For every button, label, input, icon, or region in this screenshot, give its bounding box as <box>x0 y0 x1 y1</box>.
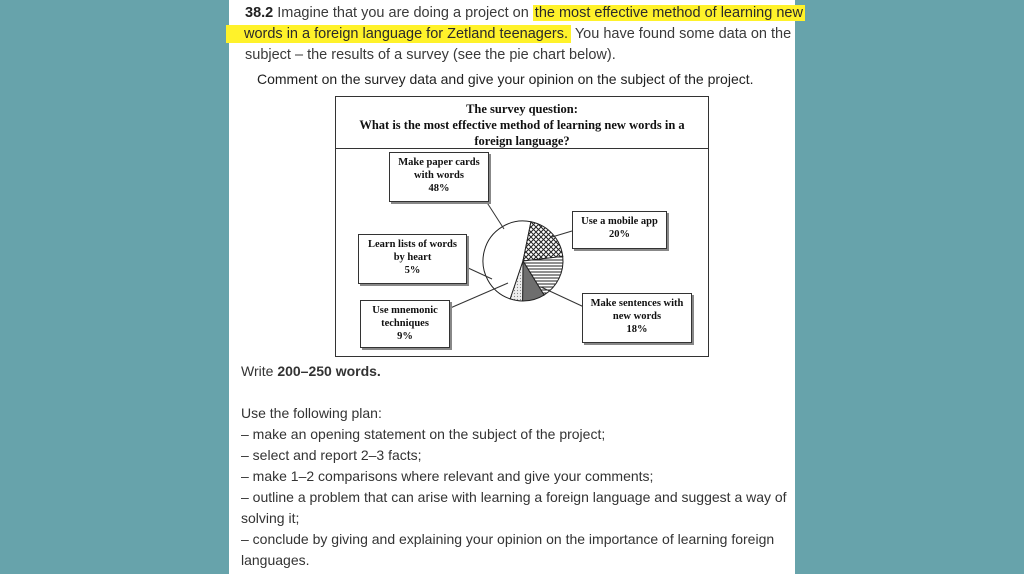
task-line-1 <box>245 5 805 21</box>
label-mnemonic-value: 9% <box>397 331 413 342</box>
label-paper-cards-line1: Make paper cards <box>398 157 480 168</box>
pie-chart-box <box>335 96 709 357</box>
chart-title-line1: The survey question: <box>466 102 578 116</box>
chart-title-line2: What is the most effective method of learning new words in a <box>359 118 685 132</box>
write-instruction <box>241 363 381 379</box>
label-sentences <box>582 293 692 343</box>
plan-item: languages. <box>241 552 310 568</box>
label-lists-line2: by heart <box>393 252 432 263</box>
task-after-highlight: You have found some data on the <box>574 26 792 42</box>
leader-mnemonic <box>448 283 508 309</box>
plan-item: – select and report 2–3 facts; <box>241 447 422 463</box>
label-mnemonic-line1: Use mnemonic <box>372 305 438 316</box>
task-line-2 <box>226 26 791 42</box>
leader-mobile-app <box>552 231 572 237</box>
label-sentences-line2: new words <box>612 311 662 322</box>
task-number: 38.2 <box>245 5 274 21</box>
highlight-1: the most effective method of learning new <box>534 5 803 21</box>
plan-item: – conclude by giving and explaining your opinion on the importance of learning foreign <box>241 531 775 547</box>
plan-item: – make 1–2 comparisons where relevant and give your comments; <box>241 468 654 484</box>
label-lists-value: 5% <box>404 265 421 276</box>
label-mnemonic-line2: techniques <box>381 318 429 329</box>
task-page <box>229 0 803 574</box>
comment-instruction: Comment on the survey data and give your opinion on the subject of the project. <box>257 71 754 87</box>
task-intro: Imagine that you are doing a project on <box>277 5 529 21</box>
chart-title-line3: foreign language? <box>474 134 570 148</box>
label-mobile-app-line1: Use a mobile app <box>581 216 658 227</box>
write-prefix: Write <box>241 363 274 379</box>
label-lists-line1: Learn lists of words <box>368 239 457 250</box>
label-paper-cards-line2: with words <box>414 170 464 181</box>
label-mobile-app-value: 20% <box>609 229 630 240</box>
plan-item: – make an opening statement on the subject of the project; <box>241 426 606 442</box>
plan-item: solving it; <box>241 510 300 526</box>
leader-paper-cards <box>486 201 504 229</box>
label-sentences-value: 18% <box>626 324 648 335</box>
label-mobile-app <box>572 211 667 249</box>
word-count: 200–250 words. <box>277 363 381 379</box>
task-line-3: subject – the results of a survey (see the pie chart below). <box>245 47 616 63</box>
label-paper-cards-value: 48% <box>428 183 450 194</box>
label-mnemonic <box>360 300 450 348</box>
label-sentences-line1: Make sentences with <box>590 298 684 309</box>
leader-sentences <box>541 287 584 307</box>
plan-heading: Use the following plan: <box>241 405 382 421</box>
label-lists <box>358 234 467 284</box>
plan-item: – outline a problem that can arise with learning a foreign language and suggest a way of <box>241 489 787 505</box>
highlight-2: words in a foreign language for Zetland teenagers. <box>226 25 571 43</box>
label-paper-cards <box>389 152 489 202</box>
